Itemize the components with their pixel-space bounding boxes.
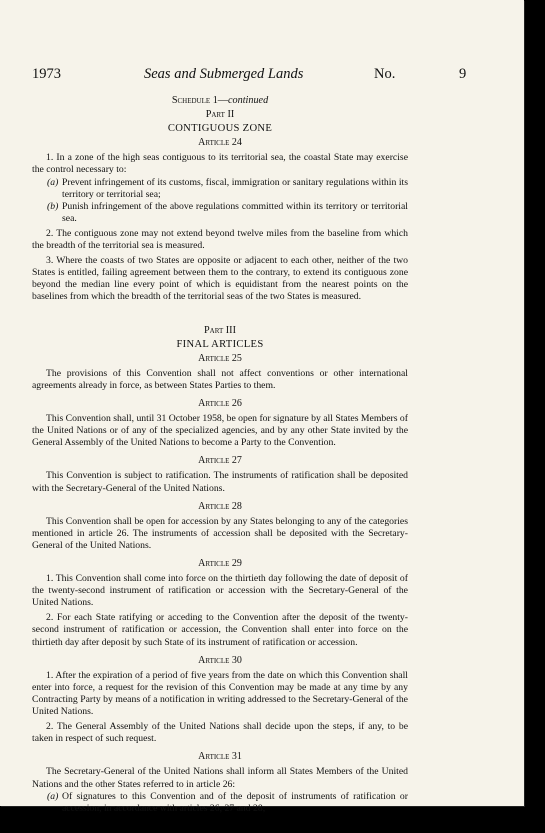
article-31-item-a xyxy=(32,791,408,815)
header-year: 1973 xyxy=(32,66,61,82)
item-a-text: Of signatures to this Convention and of the deposit of instruments of ratification or accession, in accordance with articles 26, 27 and 28; xyxy=(62,790,408,814)
running-header xyxy=(32,66,472,86)
article-31-para-1: The Secretary-General of the United Nations shall inform all States Members of the United Nations and the other States referred to in article 26: xyxy=(32,766,408,790)
page-body xyxy=(32,95,408,815)
article-25-para-1: The provisions of this Convention shall not affect conventions or other international agreements already in force, as between States Parties to them. xyxy=(32,367,408,391)
schedule-heading xyxy=(32,95,408,107)
part3-label: Part III xyxy=(204,324,236,336)
article-25-heading: Article 25 xyxy=(198,352,242,364)
article-26-heading: Article 26 xyxy=(198,397,242,409)
article-28-para-1: This Convention shall be open for accession by any States belonging to any of the categories mentioned in article 26. The instruments of accession shall be deposited with the Secretary-General of the United Nations. xyxy=(32,515,408,551)
item-a-text: Prevent infringement of its customs, fiscal, immigration or sanitary regulations within its territory or territorial sea; xyxy=(62,176,408,200)
article-30-heading: Article 30 xyxy=(198,654,242,666)
article-24-para-1: 1. In a zone of the high seas contiguous to its territorial sea, the coastal State may exercise the control necessary to: xyxy=(32,152,408,176)
item-a-label: (a) xyxy=(47,790,59,802)
article-28-heading: Article 28 xyxy=(198,500,242,512)
article-24-item-a xyxy=(32,177,408,201)
article-31-heading: Article 31 xyxy=(198,751,242,763)
part2-title: CONTIGUOUS ZONE xyxy=(167,123,273,135)
article-29-para-2: 2. For each State ratifying or acceding to the Convention after the deposit of the twenty-second instrument of ratification or accession, the Convention shall enter into force on the thirtieth day after deposit by such State of its instrument of ratification or accession. xyxy=(32,612,408,648)
item-a-label: (a) xyxy=(47,176,59,188)
article-29-heading: Article 29 xyxy=(198,558,242,569)
article-24-para-2: 2. The contiguous zone may not extend beyond twelve miles from the baseline from which the breadth of the territorial sea is measured. xyxy=(32,227,408,252)
item-b-text: Punish infringement of the above regulations committed within its territory or territorial sea. xyxy=(62,200,408,224)
article-30-para-1: 1. After the expiration of a period of five years from the date on which this Convention shall enter into force, a request for the revision of this Convention may be made at any time by any Contracting Party by means of a notification in writing addressed to the Secretary-General of the United Nations. xyxy=(32,669,408,718)
page-number: 9 xyxy=(459,66,467,82)
part2-label: Part II xyxy=(205,109,235,121)
section-gap xyxy=(32,307,408,325)
header-act-number: No. xyxy=(374,66,396,82)
article-24-para-3: 3. Where the coasts of two States are opposite or adjacent to each other, neither of the two States is entitled, failing agreement between them to the contrary, to extend its contiguous zone beyond the median line every point of which is equidistant from the nearest points on the baselines from which the breadth of the territorial seas of the two States is measured. xyxy=(32,255,408,303)
article-26-para-1: This Convention shall, until 31 October 1958, be open for signature by all States Members of the United Nations or of any of the specialized agencies, and by any other State invited by the General Assembly of the United Nations to become a Party to the Convention. xyxy=(32,413,408,449)
header-title: Seas and Submerged Lands xyxy=(144,66,304,82)
article-27-heading: Article 27 xyxy=(198,455,242,467)
schedule-continued: continued xyxy=(227,95,269,106)
article-24-item-b xyxy=(32,201,408,225)
article-30-para-2: 2. The General Assembly of the United Nations shall decide upon the steps, if any, to be taken in respect of such request. xyxy=(32,721,408,745)
article-24-heading: Article 24 xyxy=(198,137,242,149)
article-27-para-1: This Convention is subject to ratification. The instruments of ratification shall be deposited with the Secretary-General of the United Nations. xyxy=(32,470,408,494)
part3-title: FINAL ARTICLES xyxy=(176,338,264,350)
item-b-label: (b) xyxy=(47,200,59,212)
article-29-para-1: 1. This Convention shall come into force on the thirtieth day following the date of deposit of the twenty-second instrument of ratification or accession with the Secretary-General of the United Nations. xyxy=(32,573,408,609)
schedule-label: Schedule 1— xyxy=(171,95,228,106)
